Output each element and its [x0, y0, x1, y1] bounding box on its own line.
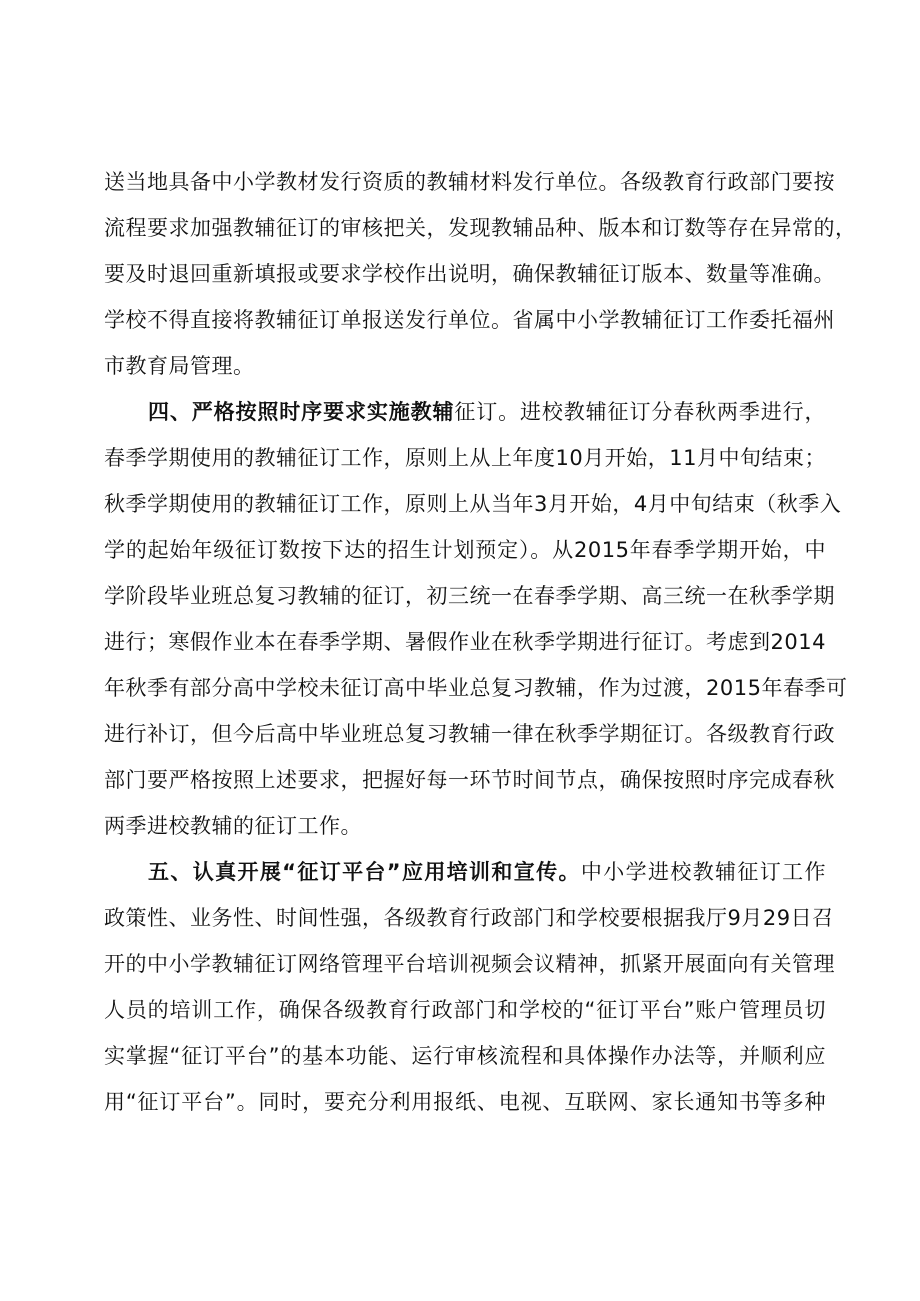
text-line: 部门要严格按照上述要求，把握好每一环节时间节点，确保按照时序完成春秋 [104, 768, 835, 792]
text-line: 学校不得直接将教辅征订单报送发行单位。省属中小学教辅征订工作委托福州 [104, 308, 835, 332]
section-5-first-line-text: 中小学进校教辅征订工作 [580, 860, 827, 884]
text-line: 用“征订平台”。同时，要充分利用报纸、电视、互联网、家长通知书等多种 [104, 1090, 826, 1114]
section-4-first-line-text: 征订。进校教辅征订分春秋两季进行， [454, 400, 827, 424]
text-line: 政策性、业务性、时间性强，各级教育行政部门和学校要根据我厅9月29日召 [104, 906, 834, 930]
text-line: 学的起始年级征订数按下达的招生计划预定）。从2015年春季学期开始，中 [104, 538, 826, 562]
text-line: 要及时退回重新填报或要求学校作出说明，确保教辅征订版本、数量等准确。 [104, 262, 835, 286]
text-line: 春季学期使用的教辅征订工作，原则上从上年度10月开始，11月中旬结束； [104, 446, 826, 470]
text-line: 秋季学期使用的教辅征订工作，原则上从当年3月开始，4月中旬结束（秋季入 [104, 492, 842, 516]
text-line: 流程要求加强教辅征订的审核把关，发现教辅品种、版本和订数等存在异常的， [104, 216, 857, 240]
text-line: 人员的培训工作，确保各级教育行政部门和学校的“征订平台”账户管理员切 [104, 998, 826, 1022]
section-4-first-line [148, 397, 826, 427]
text-line: 年秋季有部分高中学校未征订高中毕业总复习教辅，作为过渡，2015年春季可 [104, 676, 848, 700]
text-line: 进行；寒假作业本在春季学期、暑假作业在秋季学期进行征订。考虑到2014 [104, 630, 826, 654]
text-line: 开的中小学教辅征订网络管理平台培训视频会议精神，抓紧开展面向有关管理 [104, 952, 835, 976]
text-line: 进行补订，但今后高中毕业班总复习教辅一律在秋季学期征订。各级教育行政 [104, 722, 835, 746]
text-line: 实掌握“征订平台”的基本功能、运行审核流程和具体操作办法等，并顺利应 [104, 1044, 826, 1068]
text-line: 两季进校教辅的征订工作。 [104, 814, 362, 838]
text-line: 学阶段毕业班总复习教辅的征订，初三统一在春季学期、高三统一在秋季学期 [104, 584, 835, 608]
section-4-heading: 四、严格按照时序要求实施教辅 [148, 400, 455, 424]
section-5-first-line [148, 857, 826, 887]
text-line: 市教育局管理。 [104, 354, 255, 378]
text-line: 送当地具备中小学教材发行资质的教辅材料发行单位。各级教育行政部门要按 [104, 170, 835, 194]
section-5-heading: 五、认真开展“征订平台”应用培训和宣传。 [148, 860, 581, 884]
